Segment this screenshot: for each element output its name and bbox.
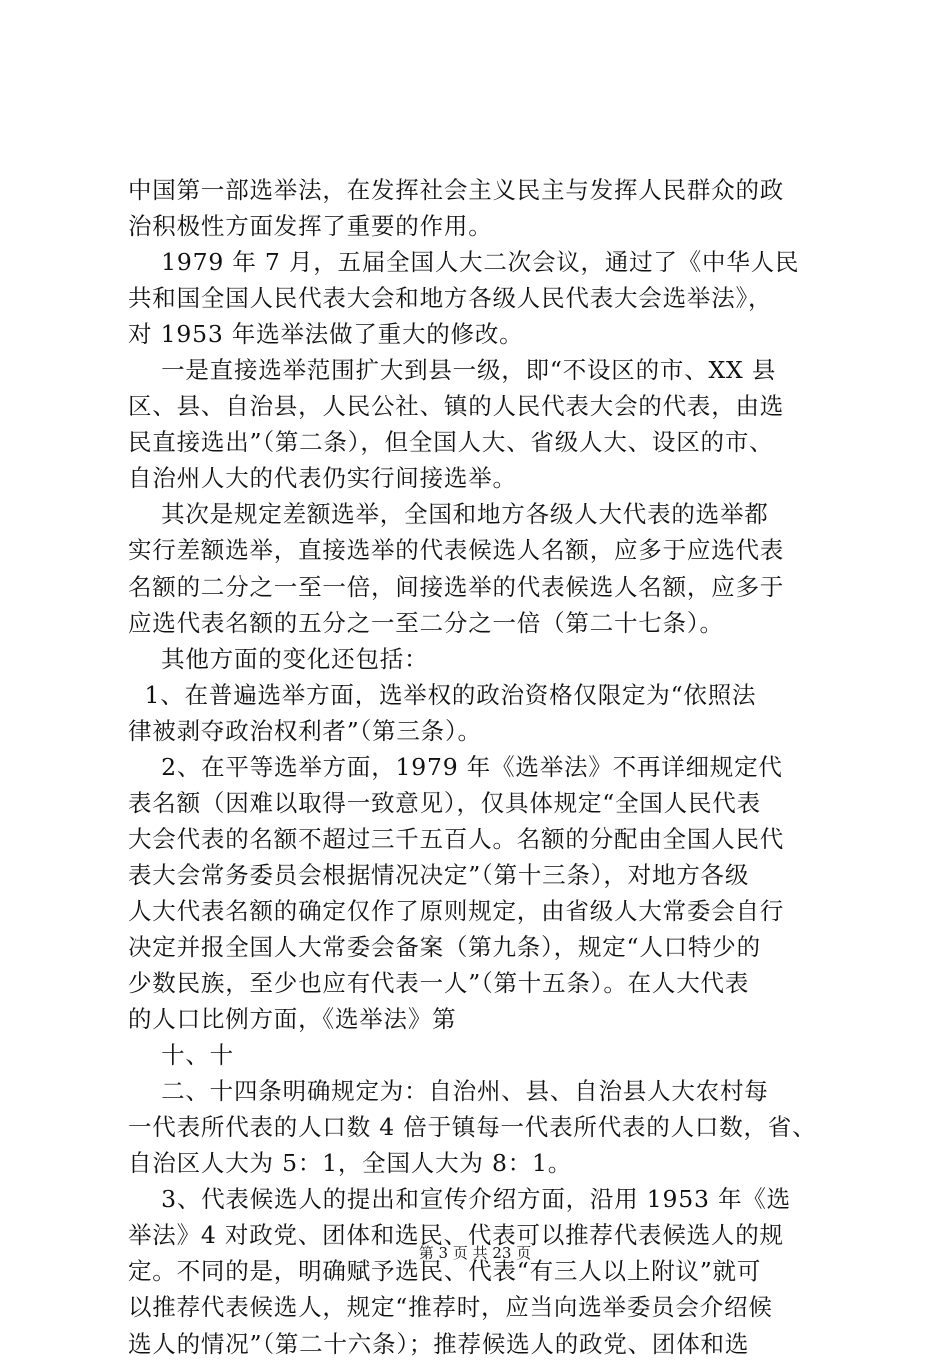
text-line: 自治区人大为 5：1，全国人大为 8：1。: [128, 1149, 573, 1178]
text-line: 自治州人大的代表仍实行间接选举。: [128, 464, 517, 493]
text-line: 选人的情况”（第二十六条）；推荐候选人的政党、团体和选: [128, 1329, 750, 1358]
text-line: 大会代表的名额不超过三千五百人。名额的分配由全国人民代: [128, 824, 785, 853]
text-line: 对 1953 年选举法做了重大的修改。: [128, 320, 524, 349]
text-line: 一代表所代表的人口数 4 倍于镇每一代表所代表的人口数，省、: [128, 1113, 817, 1142]
text-line: 3、代表候选人的提出和宣传介绍方面，沿用 1953 年《选: [128, 1185, 791, 1214]
text-line: 一是直接选举范围扩大到县一级，即“不设区的市、XX 县: [128, 356, 777, 385]
text-line: 的人口比例方面，《选举法》第: [128, 1005, 457, 1034]
text-line: 人大代表名额的确定仅作了原则规定，由省级人大常委会自行: [128, 896, 785, 925]
text-line: 举法》4 对政党、团体和选民、代表可以推荐代表候选人的规: [128, 1221, 784, 1250]
page-footer: 第 3 页 共 23 页: [418, 1244, 532, 1262]
text-line: 1、在普遍选举方面，选举权的政治资格仅限定为“依照法: [128, 680, 757, 709]
text-line: 律被剥夺政治权利者”（第三条）。: [128, 716, 482, 745]
text-line: 表名额（因难以取得一致意见），仅具体规定“全国人民代表: [128, 788, 761, 817]
text-line: 定。不同的是，明确赋予选民、代表“有三人以上附议”就可: [128, 1257, 762, 1286]
text-line: 其他方面的变化还包括：: [128, 644, 429, 673]
text-line: 其次是规定差额选举，全国和地方各级人大代表的选举都: [128, 500, 769, 529]
text-line: 实行差额选举，直接选举的代表候选人名额，应多于应选代表: [128, 536, 785, 565]
text-line: 共和国全国人民代表大会和地方各级人民代表大会选举法》，: [128, 284, 773, 313]
text-line: 名额的二分之一至一倍，间接选举的代表候选人名额，应多于: [128, 572, 785, 601]
text-line: 决定并报全国人大常委会备案（第九条），规定“人口特少的: [128, 932, 761, 961]
text-line: 中国第一部选举法，在发挥社会主义民主与发挥人民群众的政: [128, 176, 785, 204]
text-line: 应选代表名额的五分之一至二分之一倍（第二十七条）。: [128, 608, 724, 637]
text-line: 以推荐代表候选人，规定“推荐时，应当向选举委员会介绍候: [128, 1293, 773, 1322]
text-line: 治积极性方面发挥了重要的作用。: [128, 212, 493, 241]
text-line: 十、十: [128, 1041, 234, 1070]
text-line: 2、在平等选举方面，1979 年《选举法》不再详细规定代: [128, 752, 783, 781]
text-line: 表大会常务委员会根据情况决定”（第十三条），对地方各级: [128, 860, 750, 889]
text-line: 民直接选出”（第二条），但全国人大、省级人大、设区的市、: [128, 428, 774, 457]
document-body: [128, 172, 868, 1362]
text-line: 区、县、自治县，人民公社、镇的人民代表大会的代表，由选: [128, 392, 785, 421]
text-line: 少数民族，至少也应有代表一人”（第十五条）。在人大代表: [128, 969, 750, 998]
text-line: 二、十四条明确规定为：自治州、县、自治县人大农村每: [128, 1077, 769, 1106]
text-line: 1979 年 7 月，五届全国人大二次会议，通过了《中华人民: [128, 248, 800, 277]
